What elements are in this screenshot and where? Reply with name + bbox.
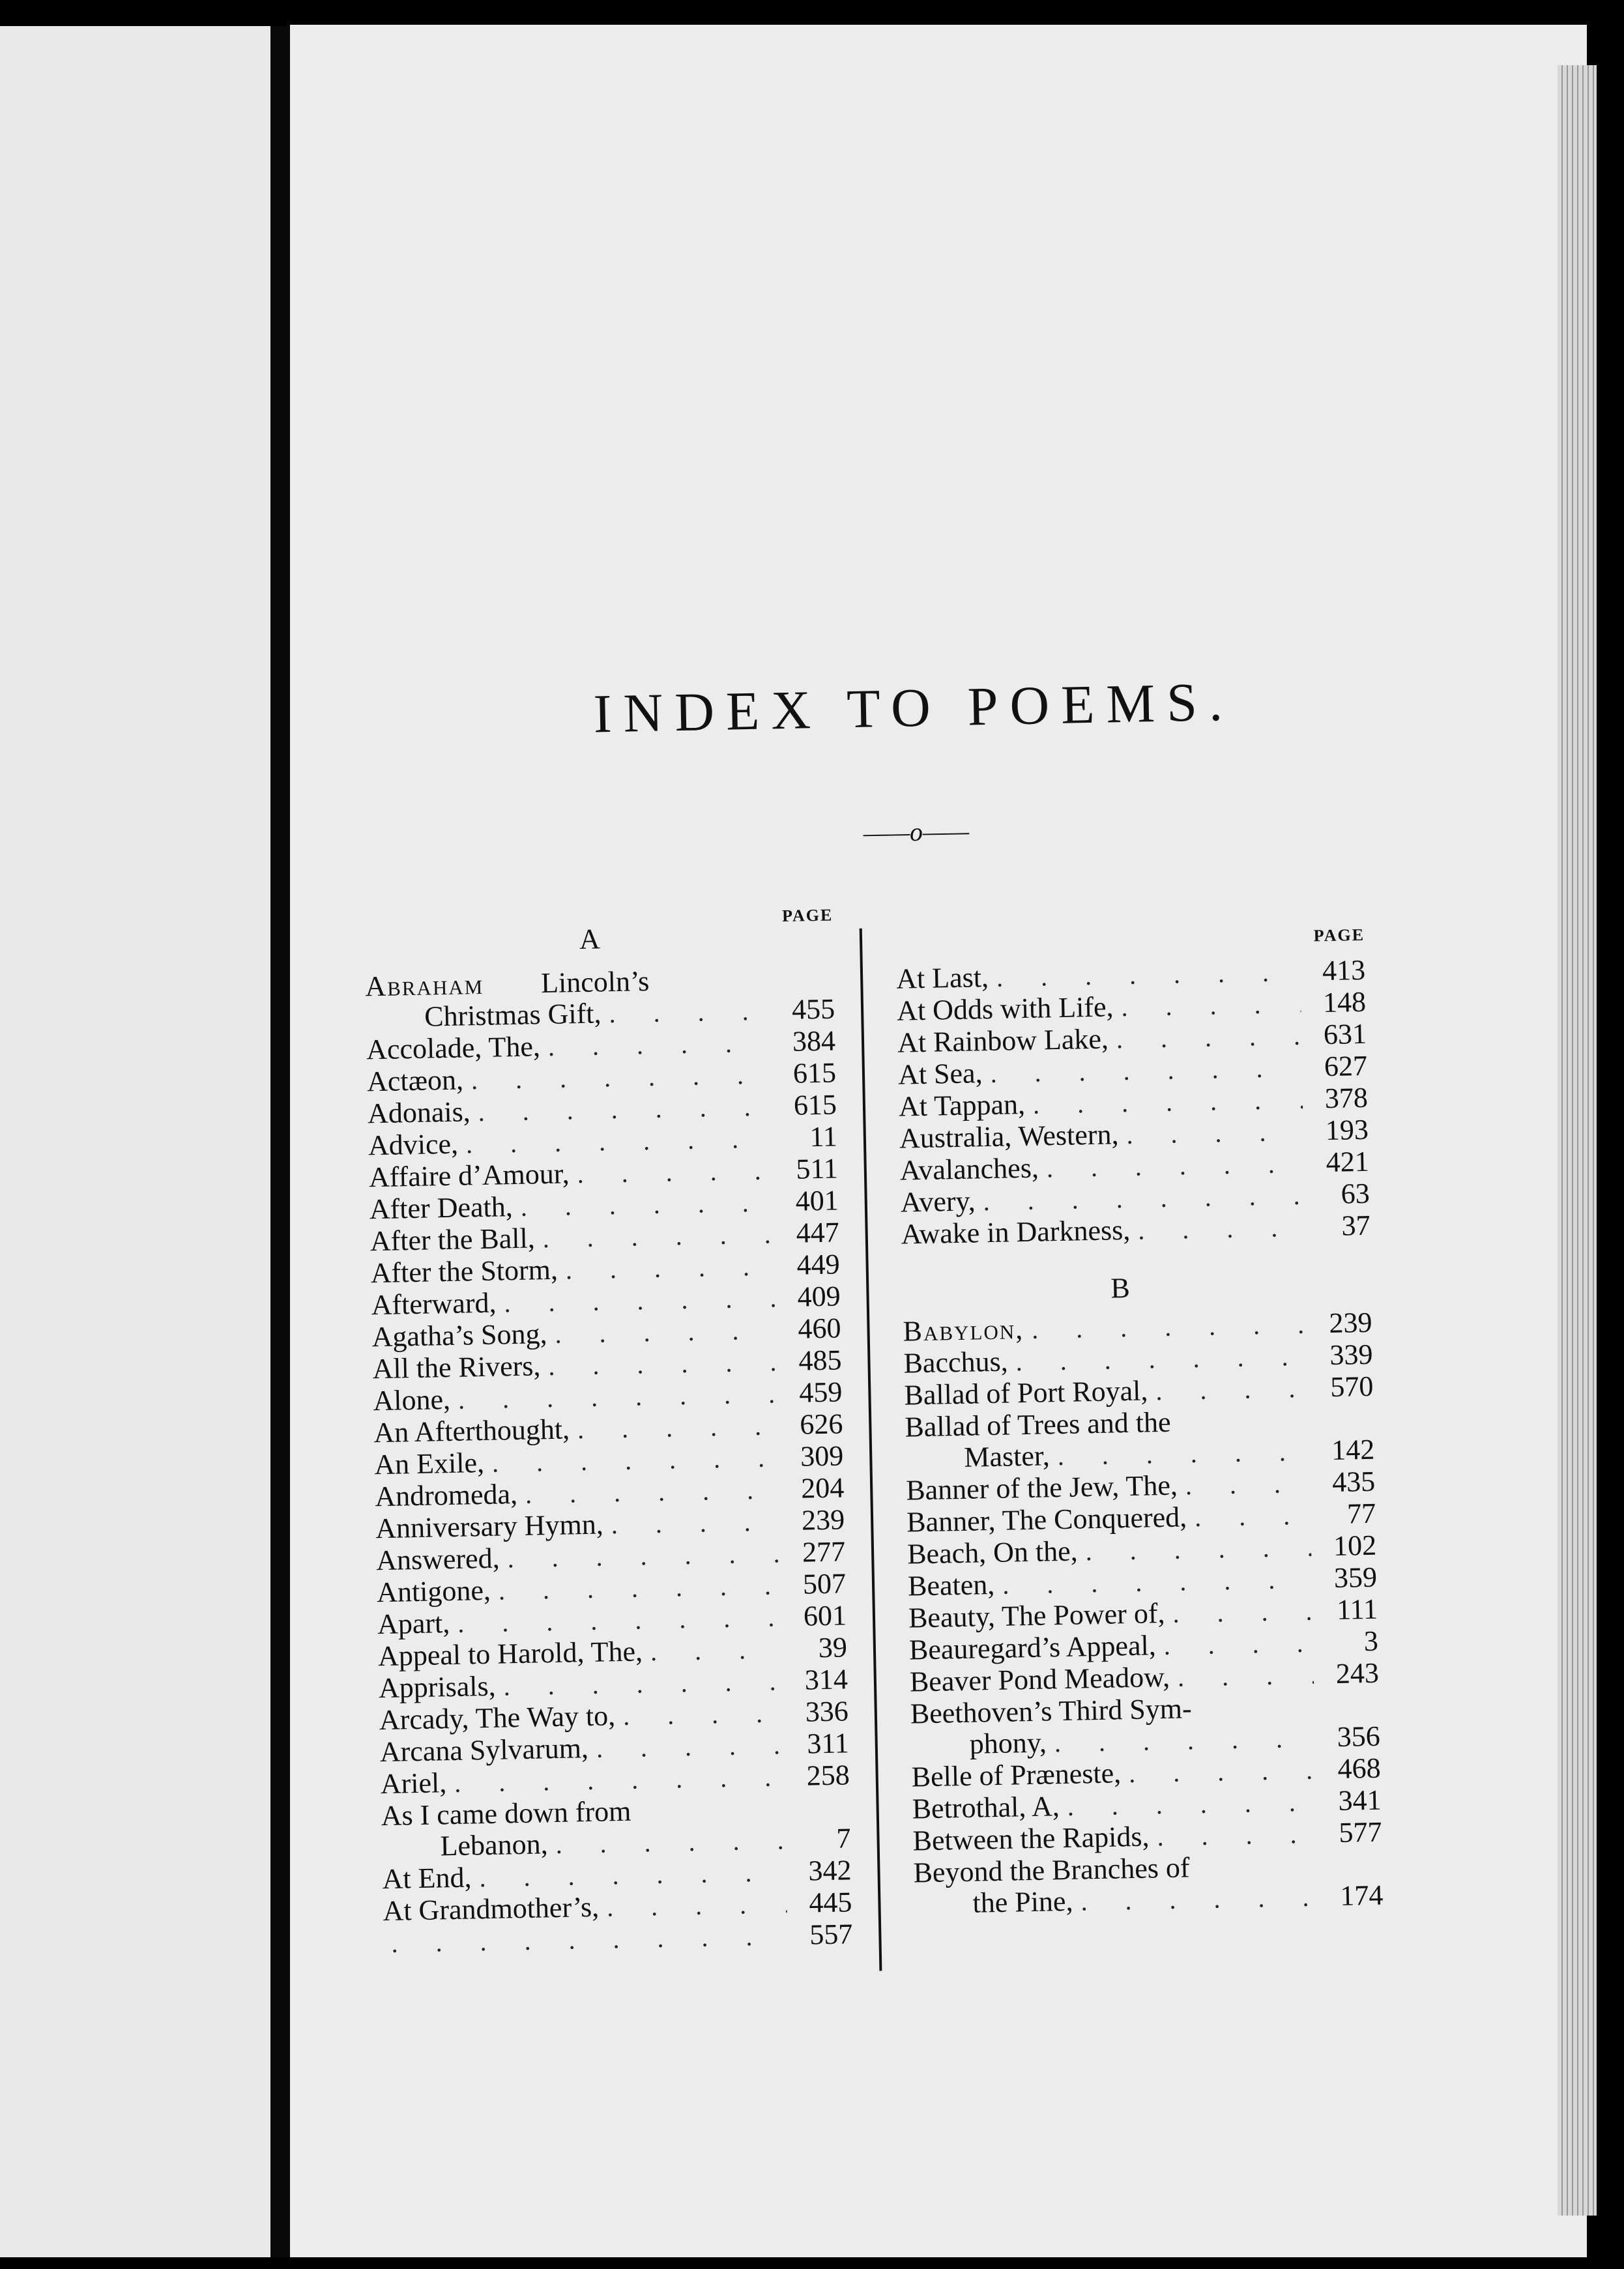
entry-title: Beethoven’s Third Sym- (910, 1692, 1193, 1730)
column-header (364, 900, 834, 972)
leader-dots (643, 1634, 783, 1668)
entry-title: At Last, (895, 961, 989, 995)
title-ornament: ——o—— (863, 816, 970, 848)
entry-title-lead: Abraham (364, 968, 484, 1003)
entry-title: Abraham Lincoln’s (364, 964, 650, 1003)
leader-dots (499, 1538, 780, 1574)
entry-page-number: 193 (1325, 1113, 1369, 1147)
entry-title: Banner of the Jew, The, (905, 1469, 1178, 1507)
entry-title: Beauregard’s Appeal, (908, 1629, 1157, 1666)
entry-page-number: 239 (1329, 1306, 1372, 1340)
leader-dots (1118, 1116, 1303, 1151)
entry-page-number: 63 (1341, 1177, 1370, 1210)
entry-title: Between the Rapids, (912, 1820, 1150, 1857)
entry-title: After the Ball, (370, 1222, 536, 1258)
left-page (0, 26, 270, 2257)
entry-page-number: 401 (795, 1184, 839, 1217)
entry-page-number: 378 (1324, 1081, 1369, 1115)
leader-dots (975, 1180, 1305, 1218)
entry-page-number: 37 (1341, 1209, 1371, 1242)
entry-title: Afterward, (371, 1286, 497, 1322)
leader-dots (1049, 1436, 1309, 1473)
leader-dots (540, 1027, 770, 1063)
leader-dots (1170, 1660, 1314, 1694)
entry-title: Accolade, The, (366, 1030, 541, 1066)
entry-title: Bacchus, (903, 1345, 1009, 1380)
entry-page-number: 342 (807, 1854, 852, 1887)
entry-page-number: 39 (818, 1631, 848, 1664)
entry-title: Ariel, (380, 1767, 447, 1800)
entry-page-number: 455 (791, 992, 835, 1026)
entry-title: Avery, (900, 1185, 976, 1219)
entry-page-number: 626 (799, 1408, 843, 1441)
page-heading: PAGE (781, 905, 834, 926)
entry-page-number: 111 (1336, 1593, 1378, 1626)
entry-title: Affaire d’Amour, (368, 1157, 570, 1194)
leader-dots (1038, 1148, 1304, 1185)
entry-page-number: 557 (809, 1918, 853, 1951)
entry-page-number: 314 (804, 1663, 848, 1696)
leader-dots (450, 1378, 777, 1416)
leader-dots (1149, 1819, 1317, 1853)
entry-page-number: 615 (793, 1088, 837, 1121)
index-entries-a (365, 962, 853, 1960)
leader-dots (470, 1091, 772, 1128)
entry-page-number: 511 (795, 1152, 839, 1185)
entry-title: Arcady, The Way to, (379, 1699, 616, 1737)
leader-dots (982, 1052, 1302, 1090)
leader-dots (570, 1410, 778, 1445)
leader-dots (569, 1155, 773, 1190)
entry-title: Adonais, (367, 1095, 471, 1130)
index-column-left (364, 900, 853, 1960)
leader-dots (989, 957, 1301, 994)
leader-dots (484, 1442, 779, 1479)
entry-page-number: 413 (1322, 953, 1366, 987)
entry-page-number: 148 (1322, 985, 1367, 1019)
leader-dots (603, 1506, 779, 1540)
leader-dots (1073, 1882, 1318, 1918)
leader-dots (512, 1187, 774, 1223)
entry-title: After the Storm, (370, 1253, 558, 1290)
entry-page-number: 631 (1323, 1017, 1367, 1051)
entry-page-number: 204 (800, 1471, 845, 1505)
column-divider (860, 929, 882, 1971)
entry-page-number: 341 (1338, 1784, 1382, 1817)
entry-title: Australia, Western, (899, 1118, 1119, 1155)
entry-title-continued: Christmas Gift, (424, 997, 602, 1033)
entry-title: An Exile, (373, 1446, 485, 1481)
entry-page-number: 384 (792, 1024, 836, 1058)
entry-title: Banner, The Conquered, (906, 1501, 1187, 1539)
leader-dots (1008, 1341, 1308, 1378)
leader-dots (490, 1570, 781, 1607)
leader-dots (446, 1761, 785, 1799)
leader-dots (1025, 1084, 1303, 1121)
entry-page-number: 239 (801, 1503, 845, 1537)
entry-title: Beaten, (907, 1568, 995, 1602)
index-page (268, 13, 1575, 2269)
entry-page-number: 336 (805, 1695, 849, 1728)
entry-title: Beyond the Branches of (913, 1851, 1190, 1889)
entry-page-number: 3 (1363, 1625, 1379, 1658)
section-letter-b: B (1110, 1271, 1131, 1305)
entry-page-number: 7 (836, 1822, 851, 1855)
leader-dots (994, 1564, 1312, 1601)
leader-dots (547, 1314, 776, 1350)
entry-page-number: 356 (1337, 1720, 1381, 1753)
entry-page-number: 460 (798, 1312, 841, 1345)
entry-title: Appeal to Harold, The, (377, 1635, 643, 1673)
entry-title: Alone, (373, 1383, 451, 1417)
entry-title: Arcana Sylvarum, (379, 1732, 589, 1769)
leader-dots (495, 1666, 783, 1702)
leader-dots (1155, 1628, 1313, 1662)
entry-title: Ballad of Port Royal, (904, 1374, 1148, 1411)
entry-page-number: 359 (1333, 1561, 1378, 1594)
entry-page-number: 570 (1329, 1370, 1374, 1404)
leader-dots (1059, 1787, 1316, 1823)
leader-dots (458, 1123, 773, 1160)
entry-page-number: 447 (796, 1216, 840, 1249)
entry-title-continued: Lebanon, (440, 1828, 549, 1862)
entry-title-continued: Master, (963, 1439, 1051, 1473)
entry-page-number: 311 (806, 1727, 850, 1760)
entry-title-continued: the Pine, (972, 1885, 1073, 1919)
entry-page-number: 615 (792, 1056, 837, 1090)
leader-dots (557, 1250, 775, 1286)
entry-title: Answered, (375, 1542, 500, 1577)
leader-dots (1187, 1500, 1311, 1534)
entry-title: Apart, (377, 1607, 450, 1641)
entry-title: Actæon, (366, 1063, 464, 1098)
entry-title: At Sea, (897, 1057, 983, 1091)
leader-dots (450, 1602, 782, 1640)
entry-title: Andromeda, (374, 1478, 518, 1513)
entry-title: Antigone, (376, 1574, 491, 1609)
entry-title: At Grandmother’s, (383, 1890, 600, 1928)
leader-dots (588, 1729, 784, 1765)
entry-page-number: 11 (809, 1120, 838, 1153)
leader-dots (1130, 1212, 1305, 1247)
index-column-right (895, 922, 1384, 1921)
entry-title: At Tappan, (898, 1088, 1026, 1123)
leader-dots (383, 1920, 788, 1959)
entry-page-number: 102 (1333, 1529, 1377, 1562)
entry-page-number: 468 (1337, 1752, 1382, 1785)
entry-title: Beaver Pond Meadow, (909, 1660, 1170, 1698)
entry-page-number: 243 (1335, 1656, 1380, 1690)
leader-dots (1077, 1532, 1311, 1568)
leader-dots (534, 1219, 774, 1254)
index-entries-a-continued (896, 955, 1370, 1251)
entry-title: Awake in Darkness, (901, 1213, 1131, 1250)
page-title: INDEX TO POEMS. (592, 671, 1235, 745)
entry-title: At Odds with Life, (896, 990, 1114, 1027)
entry-page-number: 507 (802, 1567, 847, 1600)
entry-title: Anniversary Hymn, (375, 1508, 604, 1545)
entry-title: Apprisals, (378, 1669, 497, 1705)
page-heading: PAGE (1313, 925, 1365, 946)
entry-page-number: 601 (803, 1599, 847, 1632)
entry-page-number: 142 (1331, 1433, 1375, 1467)
entry-title: All the Rivers, (372, 1350, 541, 1385)
entry-page-number: 277 (802, 1535, 846, 1568)
leader-dots (601, 995, 770, 1030)
leader-dots (471, 1857, 787, 1894)
leader-dots (1121, 1755, 1316, 1790)
leader-dots (463, 1059, 772, 1096)
entry-page-number: 77 (1346, 1497, 1376, 1530)
leader-dots (547, 1825, 786, 1860)
entry-page-number: 174 (1339, 1879, 1384, 1912)
entry-title: Avalanches, (899, 1151, 1039, 1187)
leader-dots (1108, 1020, 1301, 1056)
entry-title (903, 1314, 1024, 1348)
entry-title: As I came down from (381, 1795, 631, 1832)
entry-page-number: 309 (800, 1439, 844, 1473)
entry-title: Beauty, The Power of, (908, 1597, 1165, 1634)
leader-dots (1165, 1596, 1312, 1630)
entry-title-continued: phony, (969, 1726, 1047, 1760)
entry-page-number: 577 (1339, 1815, 1382, 1849)
entry-title: Betrothal, A, (912, 1790, 1060, 1825)
entry-title-lead: Babylon, (903, 1313, 1024, 1348)
leader-dots (517, 1474, 779, 1510)
entry-page-number: 258 (806, 1759, 850, 1792)
leader-dots (496, 1282, 776, 1319)
entry-page-number: 459 (798, 1376, 843, 1409)
entry-title: After Death, (369, 1191, 514, 1226)
entry-page-number: 445 (808, 1886, 852, 1919)
leader-dots (1177, 1468, 1310, 1502)
entry-page-number: 339 (1329, 1338, 1373, 1372)
entry-page-number: 435 (1331, 1465, 1376, 1499)
entry-page-number: 421 (1326, 1145, 1370, 1179)
entry-title: An Afterthought, (373, 1413, 570, 1449)
leader-dots (615, 1698, 784, 1732)
leader-dots (540, 1346, 777, 1382)
entry-title: Belle of Præneste, (911, 1757, 1122, 1793)
index-entries-b (903, 1307, 1384, 1921)
section-letter-a: A (579, 923, 601, 956)
entry-page-number: 485 (798, 1344, 842, 1377)
leader-dots (1148, 1373, 1309, 1408)
entry-title: Advice, (368, 1127, 459, 1162)
leader-dots (599, 1888, 787, 1924)
entry-page-number: 409 (797, 1280, 841, 1313)
leader-dots (1046, 1723, 1315, 1759)
entry-title: Ballad of Trees and the (904, 1406, 1171, 1443)
leader-dots (1024, 1309, 1307, 1346)
entry-title: Agatha’s Song, (371, 1318, 547, 1353)
entry-title: At Rainbow Lake, (897, 1022, 1109, 1059)
entry-page-number: 627 (1324, 1049, 1368, 1083)
entry-title: At End, (382, 1861, 472, 1896)
entry-page-number: 449 (796, 1248, 841, 1281)
section-b-header (901, 1242, 1372, 1316)
leader-dots (1113, 989, 1301, 1024)
entry-title: Beach, On the, (906, 1535, 1079, 1570)
